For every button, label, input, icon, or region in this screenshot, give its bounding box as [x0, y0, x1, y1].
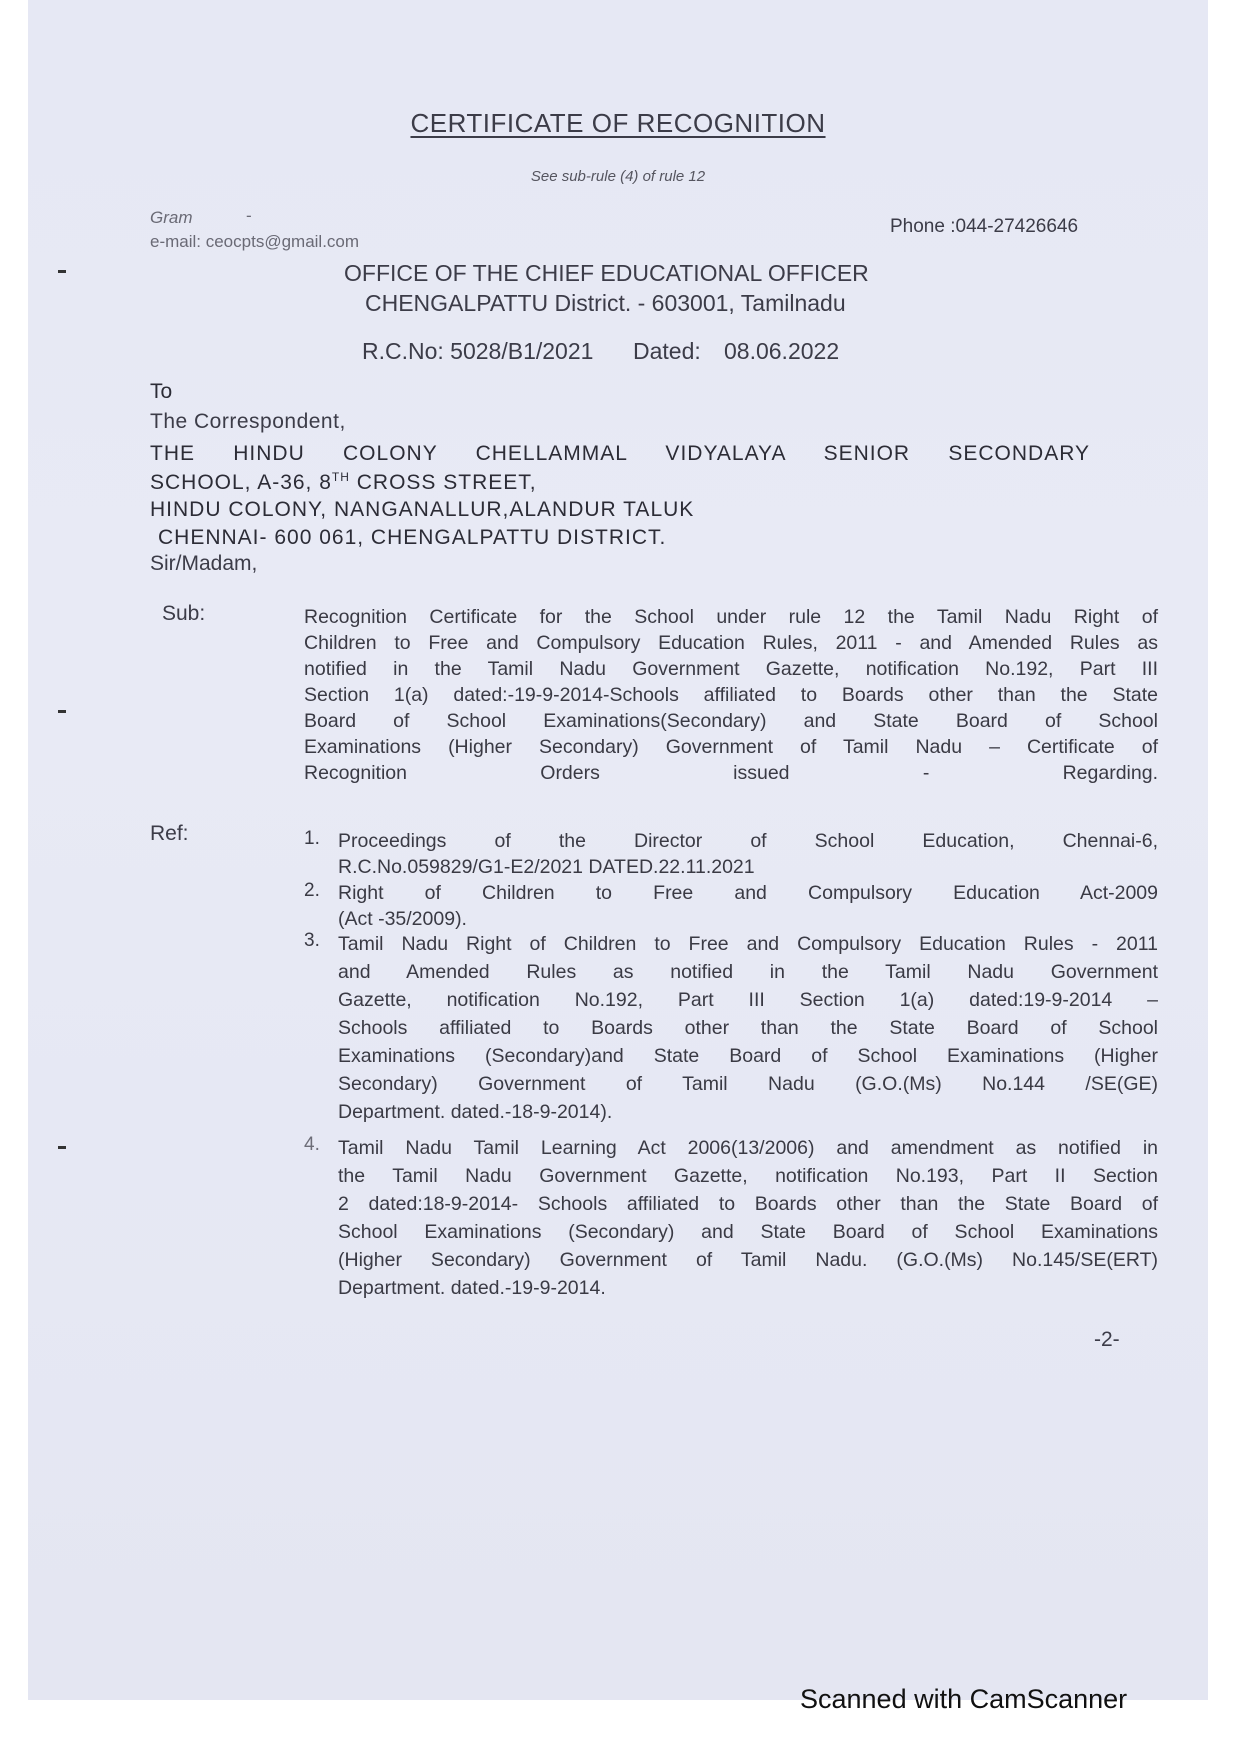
document-title: CERTIFICATE OF RECOGNITION	[410, 108, 826, 138]
correspondent-line: The Correspondent,	[150, 410, 346, 433]
school-address-line2: SCHOOL, A-36, 8TH CROSS STREET,	[150, 470, 537, 494]
scanner-watermark: Scanned with CamScanner	[800, 1684, 1128, 1714]
reference-label: Ref:	[150, 822, 189, 845]
office-name: OFFICE OF THE CHIEF EDUCATIONAL OFFICER	[344, 260, 869, 286]
rc-number: R.C.No: 5028/B1/2021	[362, 338, 594, 364]
school-address-line4: CHENNAI- 600 061, CHENGALPATTU DISTRICT.	[158, 526, 667, 549]
subject-text: Recognition Certificate for the School under rule 12 the Tamil Nadu Right of Children to Free and Compulsory Education Rules, 2011 - and Amended Rules as notified in the Tamil Nadu Government Gazette, notification No.192, Part III Section 1(a) dated:-19-9-2014-Schools affiliated to Boards other than the State Board of School Examinations(Secondary) and State Board of School Examinations (Higher Secondary) Government of Tamil Nadu – Certificate of Recognition Orders issued - Regarding.	[304, 606, 1158, 784]
dated-label: Dated:	[633, 338, 701, 364]
dated-value: 08.06.2022	[724, 338, 840, 364]
salutation: Sir/Madam,	[150, 552, 258, 575]
phone-number: Phone :044-27426646	[890, 216, 1079, 237]
gram-label: Gram	[150, 208, 193, 227]
school-address-line3: HINDU COLONY, NANGANALLUR,ALANDUR TALUK	[150, 498, 695, 521]
office-address: CHENGALPATTU District. - 603001, Tamilnadu	[365, 290, 846, 316]
document-page: CERTIFICATE OF RECOGNITION See sub-rule (4) of rule 12 Gram - e-mail: ceocpts@gmail.com Phone :044-27426646 OFFICE OF THE CHIEF EDUCATIONAL OFFICER CHENGALPATTU District. - 603001, Tamilnadu R.C.No: 5028/B1/2021 Dated: 08.06.2022 To The Correspondent, THE HINDU COLONY CHELLAMMAL VIDYALAYA SENIOR SECONDARY SCHOOL, A-36, 8TH CROSS STREET, HINDU COLONY, NANGANALLUR,ALANDUR TALUK CHENNAI- 600 061, CHENGALPATTU DISTRICT. Sir/Madam, Sub: Recognition Certificate for the School under rule 12 the Tamil Nadu Right of Children to Free and Compulsory Education Rules, 2011 - and Amended Rules as notified in the Tamil Nadu Government Gazette, notification No.192, Part III Section 1(a) dated:-19-9-2014-Schools affiliated to Boards other than the State Board of School Examinations(Secondary) and State Board of School Examinations (Higher Secondary) Government of Tamil Nadu – Certificate of Recognition Orders issued - Regarding. Ref: 1. Proceedings of the Director of School Education, Chennai-6, R.C.No.059829/G1-E2/2021 DATED.22.11.2021 2. Right of Children to Free and Compulsory Education Act-2009 (Act -35/2009). 3. Tamil Nadu Right of Children to Free and Compulsory Education Rules - 2011 and Amended Rules as notified in the Tamil Nadu Government Gazette, notification No.192, Part III Section 1(a) dated:19-9-2014 – Schools affiliated to Boards other than the State Board of School Examinations (Secondary)and State Board of School Examinations (Higher Secondary) Government of Tamil Nadu (G.O.(Ms) No.144 /SE(GE) Department. dated.-18-9-2014). 4. Tamil Nadu Tamil Learning Act 2006(13/2006) and amendment as notified in the Tamil Nadu Government Gazette, notification No.193, Part II Section 2 dated:18-9-2014- Schools affiliated to Boards other than the State Board of School Examinations (Secondary) and State Board of School Examinations (Higher Secondary) Government of Tamil Nadu. (G.O.(Ms) No.145/SE(ERT) Department. dated.-19-9-2014. -2-	[28, 0, 1208, 1700]
gram-value: -	[246, 206, 252, 225]
email-line: e-mail: ceocpts@gmail.com	[150, 232, 360, 251]
scan-edge-mark	[58, 710, 66, 713]
to-label: To	[150, 380, 173, 403]
scan-edge-mark	[58, 1146, 66, 1149]
subject-label: Sub:	[162, 602, 206, 625]
school-name-line: THE HINDU COLONY CHELLAMMAL VIDYALAYA SENIOR SECONDARY	[150, 442, 1090, 465]
page-marker: -2-	[1094, 1328, 1120, 1351]
scan-edge-mark	[58, 270, 66, 273]
sub-rule-note: See sub-rule (4) of rule 12	[530, 168, 706, 185]
